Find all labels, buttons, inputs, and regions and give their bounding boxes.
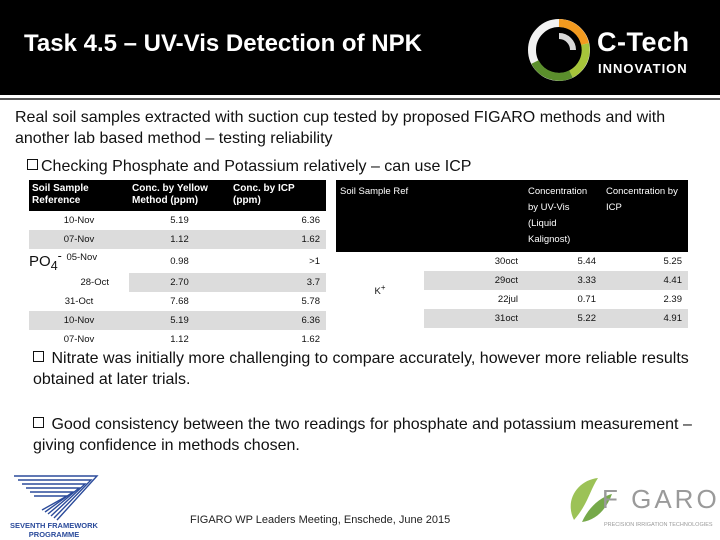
phosphate-ref: 07-Nov (63, 334, 95, 345)
potassium-ion-label: K+ (336, 252, 424, 328)
potassium-ref: 30oct (494, 256, 518, 267)
header-banner (0, 0, 720, 95)
ctech-logo-subtext: INNOVATION (598, 61, 688, 76)
table-row (29, 273, 326, 292)
potassium-header-ref: Soil Sample Ref (336, 180, 524, 252)
potassium-uvvis: 0.71 (577, 294, 596, 305)
table-row (29, 249, 326, 273)
phosphate-icp: 6.36 (230, 311, 326, 330)
phosphate-header-ref: Soil Sample Reference (29, 180, 129, 211)
potassium-icp: 4.41 (602, 271, 688, 290)
table-row (336, 252, 688, 271)
bullet-checking (27, 158, 471, 176)
figaro-logo (560, 470, 720, 540)
table-row (29, 292, 326, 311)
figaro-tagline: PRECISION IRRIGATION TECHNOLOGIES (604, 522, 713, 528)
phosphate-ion-label: $PO_4^-$ (29, 249, 62, 273)
fp7-line2: PROGRAMME (28, 530, 80, 539)
phosphate-yellow: 5.19 (129, 311, 230, 330)
footer-text: FIGARO WP Leaders Meeting, Enschede, June 2015 (190, 514, 451, 526)
phosphate-ref: 07-Nov (29, 230, 129, 249)
phosphate-ref: 10-Nov (29, 311, 129, 330)
phosphate-header-yellow: Conc. by Yellow Method (ppm) (129, 180, 230, 211)
potassium-icp: 5.25 (663, 256, 682, 267)
potassium-ref: 29oct (424, 271, 524, 290)
ctech-ring-logo-icon (527, 18, 591, 82)
nitrate-note (33, 348, 693, 390)
fp7-logo (2, 468, 107, 540)
phosphate-icp: 5.78 (301, 296, 320, 307)
potassium-header-row (336, 180, 688, 252)
phosphate-header-row (29, 180, 326, 211)
phosphate-ref-with-ion (29, 249, 129, 273)
potassium-header-uvvis: Concentration by UV-Vis (Liquid Kalignost) (524, 180, 602, 252)
phosphate-yellow: 5.19 (170, 215, 189, 226)
phosphate-ref: 05-Nov (66, 252, 98, 263)
table-row (29, 330, 326, 349)
phosphate-yellow: 1.12 (129, 230, 230, 249)
phosphate-table (29, 180, 326, 349)
figaro-name: F GARO (602, 484, 720, 514)
phosphate-yellow: 7.68 (170, 296, 189, 307)
potassium-ref: 22jul (497, 294, 518, 305)
phosphate-icp: 6.36 (301, 215, 320, 226)
phosphate-ref: 10-Nov (63, 215, 95, 226)
potassium-uvvis: 3.33 (524, 271, 602, 290)
table-row (29, 230, 326, 249)
checkbox-bullet-icon (33, 351, 44, 362)
potassium-uvvis: 5.44 (577, 256, 596, 267)
checkbox-bullet-icon (27, 159, 38, 170)
bullet-checking-text: Checking Phosphate and Potassium relatively – can use ICP (41, 158, 472, 175)
potassium-uvvis: 5.22 (524, 309, 602, 328)
phosphate-icp: 1.62 (301, 334, 320, 345)
slide-title: Task 4.5 – UV-Vis Detection of NPK (24, 30, 422, 57)
phosphate-icp: >1 (309, 255, 320, 267)
consistency-note-text: Good consistency between the two readings for phosphate and potassium measurement – giving confidence in methods chosen. (33, 416, 692, 454)
potassium-icp: 2.39 (663, 294, 682, 305)
phosphate-yellow: 1.12 (170, 334, 189, 345)
potassium-header-icp: Concentration by ICP (602, 180, 688, 252)
phosphate-ref: 31-Oct (64, 296, 94, 307)
potassium-ref: 31oct (424, 309, 524, 328)
fp7-line1: SEVENTH FRAMEWORK (10, 521, 98, 530)
potassium-table (336, 180, 688, 328)
phosphate-header-icp: Conc. by ICP (ppm) (230, 180, 326, 211)
phosphate-icp: 1.62 (230, 230, 326, 249)
intro-text: Real soil samples extracted with suction cup tested by proposed FIGARO methods and with another lab based method – testing reliability (15, 109, 666, 147)
phosphate-yellow: 2.70 (129, 273, 230, 292)
header-divider (0, 98, 720, 100)
phosphate-ref: 28-Oct (29, 273, 129, 292)
consistency-note (33, 414, 693, 456)
phosphate-yellow: 0.98 (170, 255, 189, 267)
table-row (29, 311, 326, 330)
nitrate-note-text: Nitrate was initially more challenging to compare accurately, however more reliable results obtained at later trials. (33, 350, 689, 388)
phosphate-icp: 3.7 (230, 273, 326, 292)
ctech-logo-text: C-Tech (597, 27, 690, 57)
potassium-icp: 4.91 (602, 309, 688, 328)
checkbox-bullet-icon (33, 417, 44, 428)
table-row (29, 211, 326, 230)
